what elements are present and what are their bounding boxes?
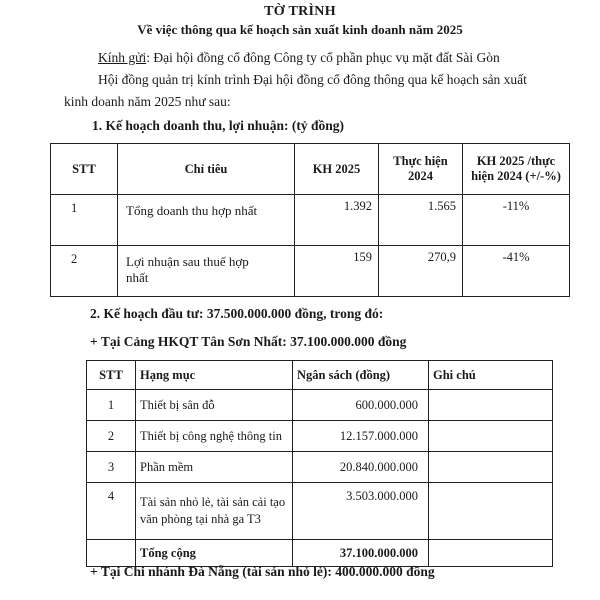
header-item: Hạng mục <box>136 361 293 390</box>
cell-budget: 20.840.000.000 <box>293 452 429 483</box>
intro-line-1: Hội đồng quản trị kính trình Đại hội đồng cổ đông thông qua kế hoạch sản xuất <box>98 72 527 87</box>
table-total-row <box>87 540 553 567</box>
cell-stt: 1 <box>51 195 118 246</box>
table-row <box>51 195 570 246</box>
cell-note <box>429 540 553 567</box>
cell-item: Tài sản nhỏ lẻ, tài sản cải tạo văn phòng tại nhà ga T3 <box>136 483 293 540</box>
cell-budget: 3.503.000.000 <box>293 483 429 540</box>
cell-ratio: -11% <box>463 195 570 246</box>
cell-plan: 159 <box>295 246 379 297</box>
section2-heading: 2. Kế hoạch đầu tư: 37.500.000.000 đồng, trong đó: <box>90 306 384 321</box>
cell-stt: 2 <box>51 246 118 297</box>
cell-item: Thiết bị sân đỗ <box>136 390 293 421</box>
cell-indicator: Tổng doanh thu hợp nhất <box>118 195 295 246</box>
cell-note <box>429 421 553 452</box>
document-title: TỜ TRÌNH <box>264 4 336 19</box>
cell-note <box>429 390 553 421</box>
cell-actual: 1.565 <box>379 195 463 246</box>
table-row <box>87 390 553 421</box>
header-ratio: KH 2025 /thực hiện 2024 (+/-%) <box>463 144 570 195</box>
header-note: Ghi chú <box>429 361 553 390</box>
header-indicator: Chỉ tiêu <box>118 144 295 195</box>
table-header-row <box>51 144 570 195</box>
table-header-row <box>87 361 553 390</box>
section1-heading: 1. Kế hoạch doanh thu, lợi nhuận: (tỷ đồng) <box>92 118 345 133</box>
salutation-label: Kính gửi <box>98 50 147 65</box>
cell-item: Phần mềm <box>136 452 293 483</box>
header-stt: STT <box>87 361 136 390</box>
cell-stt: 3 <box>87 452 136 483</box>
header-plan-2025: KH 2025 <box>295 144 379 195</box>
intro-line-2: kinh doanh năm 2025 như sau: <box>64 94 231 109</box>
cell-note <box>429 452 553 483</box>
cell-stt: 1 <box>87 390 136 421</box>
cell-budget: 12.157.000.000 <box>293 421 429 452</box>
header-actual-2024: Thực hiện 2024 <box>379 144 463 195</box>
table-row <box>87 483 553 540</box>
document-subtitle: Về việc thông qua kế hoạch sản xuất kinh doanh năm 2025 <box>137 22 463 37</box>
section2-sub-b: + Tại Chi nhánh Đà Nẵng (tài sản nhỏ lẻ): 400.000.000 đồng <box>90 564 435 579</box>
salutation-line <box>98 50 500 66</box>
cell-stt: 4 <box>87 483 136 540</box>
header-stt: STT <box>51 144 118 195</box>
cell-note <box>429 483 553 540</box>
cell-ratio: -41% <box>463 246 570 297</box>
cell-plan: 1.392 <box>295 195 379 246</box>
cell-indicator: Lợi nhuận sau thuế hợp nhất <box>118 246 295 297</box>
cell-actual: 270,9 <box>379 246 463 297</box>
cell-stt: 2 <box>87 421 136 452</box>
cell-budget: 600.000.000 <box>293 390 429 421</box>
cell-stt-empty <box>87 540 136 567</box>
revenue-profit-table <box>50 143 570 297</box>
salutation-text: : Đại hội đồng cổ đông Công ty cổ phần phục vụ mặt đất Sài Gòn <box>146 50 500 65</box>
table-row <box>87 452 553 483</box>
cell-total-label: Tổng cộng <box>136 540 293 567</box>
cell-total-budget: 37.100.000.000 <box>293 540 429 567</box>
investment-table <box>86 360 553 567</box>
table-row <box>87 421 553 452</box>
cell-item: Thiết bị công nghệ thông tin <box>136 421 293 452</box>
table-row <box>51 246 570 297</box>
section2-sub-a: + Tại Cảng HKQT Tân Sơn Nhất: 37.100.000.000 đồng <box>90 334 407 349</box>
header-budget: Ngân sách (đồng) <box>293 361 429 390</box>
